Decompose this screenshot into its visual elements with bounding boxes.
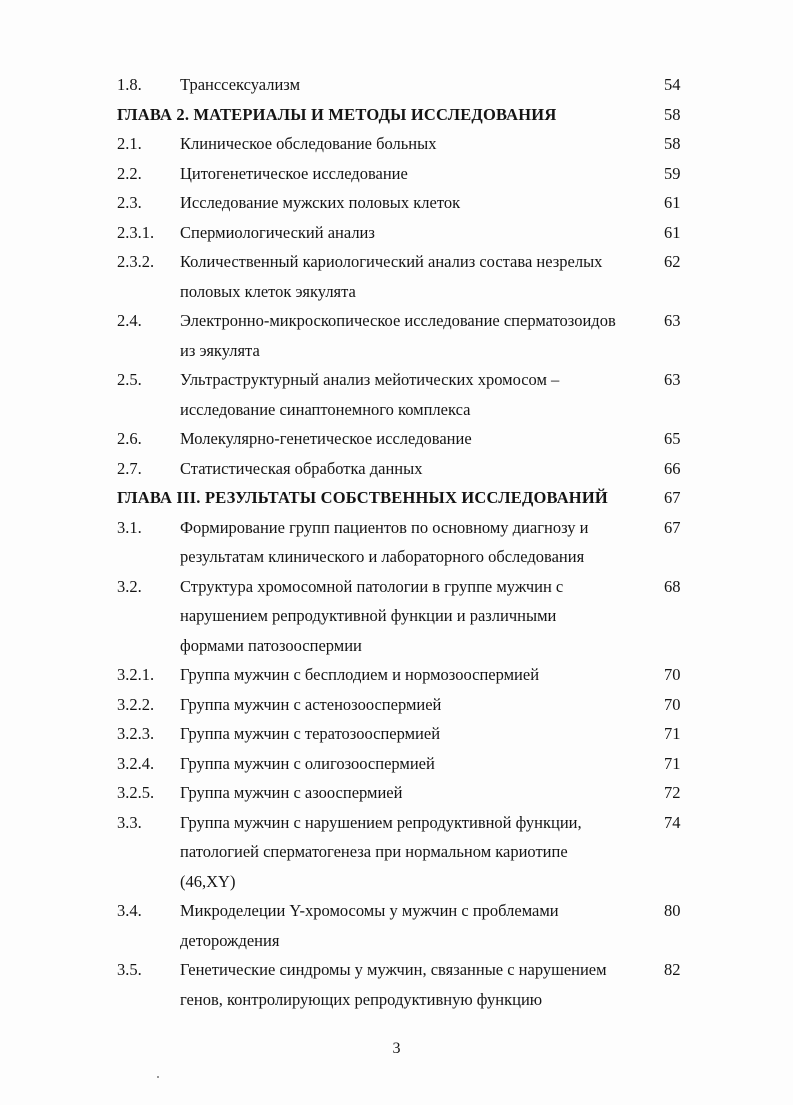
toc-title-text: формами патозооспермии [180,635,362,655]
toc-title-text: Формирование групп пациентов по основному диагнозу и [180,517,589,537]
toc-line [0,660,793,690]
scan-speck [157,1076,159,1078]
toc-page-number: 71 [664,753,681,773]
toc-line [0,188,793,218]
toc-section-number: 3.2.5. [117,783,155,802]
toc-page-number: 63 [664,370,681,389]
toc-line [0,631,793,661]
toc-chapter-heading [0,100,793,130]
toc-section-number: 2.7. [117,458,142,478]
toc-section-number: 2.6. [117,429,142,448]
toc-title-text: Статистическая обработка данных [180,458,423,478]
toc-section-number: 3.2.1. [117,665,155,684]
toc-line [0,837,793,867]
toc-entry [0,955,793,1014]
toc-title-text: деторождения [180,930,280,950]
toc-page-number: 61 [664,193,681,212]
toc-title-text: Группа мужчин с тератозооспермией [180,724,441,743]
table-of-contents [0,70,793,1014]
toc-page-number: 61 [664,222,681,242]
toc-title-text: Исследование мужских половых клеток [180,193,461,212]
toc-title-text: генов, контролирующих репродуктивную функцию [180,989,543,1009]
toc-title-text: Ультраструктурный анализ мейотических хромосом – [180,370,560,389]
toc-page-number: 58 [664,134,681,153]
toc-page-number: 67 [664,517,681,537]
toc-line [0,955,793,985]
toc-entry [0,896,793,955]
toc-section-number: 3.3. [117,812,142,832]
toc-entry [0,719,793,749]
toc-page-number: 63 [664,311,681,330]
toc-page-number: 82 [664,960,681,979]
toc-entry [0,660,793,690]
toc-section-number: 3.2.3. [117,724,155,743]
toc-section-number: 3.1. [117,517,142,537]
toc-title-text: ГЛАВА 2. МАТЕРИАЛЫ И МЕТОДЫ ИССЛЕДОВАНИЯ [117,104,557,124]
toc-page-number: 59 [664,163,681,183]
toc-title-text: нарушением репродуктивной функции и различными [180,606,557,625]
toc-line [0,424,793,454]
toc-entry [0,778,793,808]
toc-section-number: 3.2.4. [117,753,155,773]
toc-section-number: 2.4. [117,311,142,330]
toc-title-text: Молекулярно-генетическое исследование [180,429,472,448]
toc-chapter-heading [0,483,793,513]
toc-entry [0,572,793,661]
toc-line [0,778,793,808]
toc-section-number: 3.2.2. [117,694,155,714]
toc-title-text: Транссексуализм [180,75,301,94]
toc-title-text: Группа мужчин с нарушением репродуктивной функции, [180,812,582,832]
toc-line [0,70,793,100]
toc-line [0,808,793,838]
toc-section-number: 2.3.2. [117,252,155,271]
toc-line [0,513,793,543]
toc-line [0,601,793,631]
toc-title-text: Генетические синдромы у мужчин, связанные с нарушением [180,960,607,979]
toc-section-number: 2.2. [117,163,142,183]
toc-entry [0,159,793,189]
toc-title-text: (46,XY) [180,871,236,891]
toc-line [0,926,793,956]
toc-line [0,483,793,513]
toc-title-text: исследование синаптонемного комплекса [180,399,471,419]
toc-line [0,719,793,749]
toc-line [0,129,793,159]
toc-entry [0,749,793,779]
toc-title-text: Группа мужчин с бесплодием и нормозооспермией [180,665,540,684]
toc-line [0,100,793,130]
toc-page-number: 70 [664,694,681,714]
toc-line [0,159,793,189]
toc-section-number: 3.5. [117,960,142,979]
toc-page-number: 68 [664,576,681,596]
toc-page-number: 70 [664,665,681,684]
toc-line [0,395,793,425]
toc-line [0,749,793,779]
toc-entry [0,70,793,100]
toc-entry [0,247,793,306]
toc-line [0,336,793,366]
toc-line [0,542,793,572]
toc-line [0,306,793,336]
toc-entry [0,129,793,159]
toc-line [0,690,793,720]
toc-title-text: результатам клинического и лабораторного обследования [180,547,585,566]
toc-line [0,365,793,395]
toc-page-number: 71 [664,724,681,743]
toc-line [0,985,793,1015]
toc-page-number: 67 [664,488,681,507]
toc-entry [0,424,793,454]
toc-page-number: 66 [664,458,681,478]
toc-title-text: Электронно-микроскопическое исследование сперматозоидов [180,311,616,330]
toc-entry [0,454,793,484]
toc-title-text: патологией сперматогенеза при нормальном кариотипе [180,842,568,861]
toc-title-text: Количественный кариологический анализ состава незрелых [180,252,603,271]
toc-title-text: Цитогенетическое исследование [180,163,408,183]
toc-line [0,572,793,602]
toc-line [0,454,793,484]
toc-title-text: из эякулята [180,340,260,360]
toc-entry [0,188,793,218]
toc-entry [0,513,793,572]
toc-title-text: Структура хромосомной патологии в группе мужчин с [180,576,564,596]
toc-section-number: 3.2. [117,576,142,596]
toc-line [0,277,793,307]
toc-page-number: 62 [664,252,681,271]
toc-page-number: 74 [664,812,681,832]
toc-entry [0,365,793,424]
toc-page-number: 65 [664,429,681,448]
toc-title-text: Группа мужчин с азооспермией [180,783,403,802]
toc-title-text: ГЛАВА III. РЕЗУЛЬТАТЫ СОБСТВЕННЫХ ИССЛЕДОВАНИЙ [117,488,608,507]
toc-section-number: 1.8. [117,75,142,94]
toc-page-number: 54 [664,75,681,94]
toc-entry [0,306,793,365]
toc-title-text: Микроделеции Y-хромосомы у мужчин с проблемами [180,901,559,920]
toc-section-number: 3.4. [117,901,142,920]
toc-page-number: 80 [664,901,681,920]
toc-title-text: Группа мужчин с олигозооспермией [180,753,435,773]
toc-section-number: 2.5. [117,370,142,389]
toc-title-text: Группа мужчин с астенозооспермией [180,694,442,714]
toc-page-number: 58 [664,104,681,124]
toc-line [0,867,793,897]
toc-page-number: 72 [664,783,681,802]
toc-entry [0,218,793,248]
toc-line [0,247,793,277]
toc-section-number: 2.1. [117,134,142,153]
toc-entry [0,690,793,720]
toc-title-text: половых клеток эякулята [180,281,356,301]
toc-line [0,218,793,248]
page-number: 3 [392,1040,401,1057]
toc-title-text: Спермиологический анализ [180,222,375,242]
toc-entry [0,808,793,897]
toc-section-number: 2.3. [117,193,142,212]
toc-title-text: Клиническое обследование больных [180,134,437,153]
toc-section-number: 2.3.1. [117,222,155,242]
toc-line [0,896,793,926]
